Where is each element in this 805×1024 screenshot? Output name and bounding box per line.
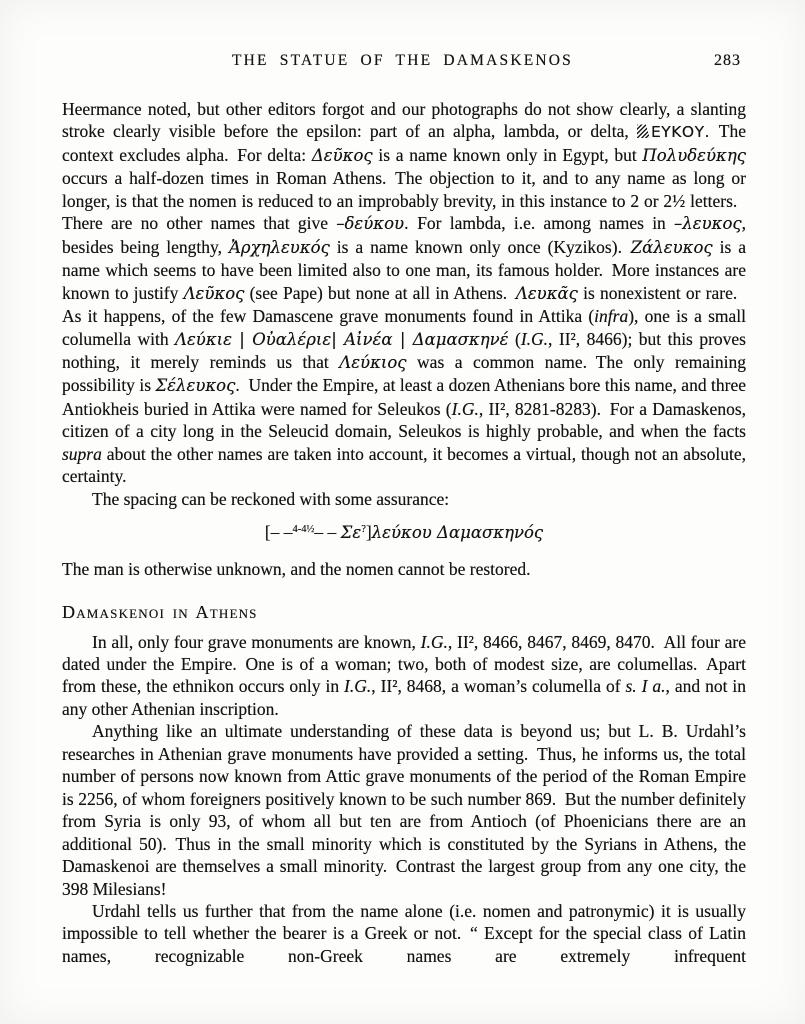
text-segment: ΕΥΚΟΥ. bbox=[651, 123, 711, 142]
greek-text: Σέλευκος bbox=[155, 376, 236, 396]
text-segment: Damaskenoi in Athens bbox=[62, 602, 258, 623]
text-segment: is a name known only once (Kyzikos). bbox=[329, 236, 631, 257]
text-segment: Urdahl tells us further that from the name alone (i.e. nomen and patronymic) it is usually impossible to tell whether the bearer is a Greek or not. “ Except for the special class of Latin names, recognizable non-Greek names are extremely infrequent bbox=[62, 900, 746, 966]
inscription-line bbox=[62, 521, 746, 544]
paragraph-4 bbox=[62, 631, 746, 721]
greek-text: –δεύκου bbox=[336, 214, 405, 234]
greek-text: Λεῦκος bbox=[183, 283, 245, 303]
text-segment: is a name known only in Egypt, but bbox=[372, 144, 643, 165]
text-segment: In all, only four grave monuments are known, bbox=[92, 631, 421, 652]
text-segment: Anything like an ultimate understanding of these data is beyond us; but L. B. Urdahl’s researches in Athenian grave monuments have provided a setting. Thus, he informs us, the total number of persons now known from Attic grave monuments of the period of the Roman Empire is 2256, of whom foreigners positively known to be such number 869. But the number definitely from Syria is only 93, of whom all but ten are from Antioch (of Phoenicians there are an additional 50). Thus in the small minority which is constituted by the Syrians in Athens, the Damaskenoi are themselves a small minority. Contrast the largest group from any one city, the 398 Milesians! bbox=[62, 721, 746, 899]
greek-text: –λευκος bbox=[674, 214, 742, 234]
text-segment: about the other names are taken into account, it becomes a virtual, though not an absolute, certainty. bbox=[62, 443, 746, 487]
text-segment: , besides being lengthy, bbox=[62, 213, 746, 257]
text-segment: ), one is a small columella with bbox=[62, 306, 746, 349]
text-segment: ] bbox=[365, 522, 372, 543]
italic-text: I.G. bbox=[344, 676, 372, 697]
paragraph-2 bbox=[62, 488, 746, 510]
running-title: THE STATUE OF THE DAMASKENOS bbox=[232, 52, 573, 69]
text-segment: . For lambda, i.e. among names in bbox=[404, 213, 675, 234]
italic-text: I.G. bbox=[420, 631, 448, 652]
text-segment: , II², 8466, 8467, 8469, 8470. All four are dated under the Empire. One is of a woman; two, both of modest size, are columellas. Apart from these, the ethnikon occurs only in bbox=[62, 631, 746, 697]
text-segment: The spacing can be reckoned with some assurance: bbox=[92, 488, 450, 509]
italic-text: I.G. bbox=[520, 328, 549, 349]
paragraph-5 bbox=[62, 720, 746, 900]
text-segment: [– – bbox=[264, 522, 293, 543]
section-heading bbox=[62, 601, 746, 623]
text-segment: . Under the Empire, at least a dozen Athenians bore this name, and three Antiokheis buried in Attika were named for Seleukos ( bbox=[62, 375, 746, 419]
text-segment: , II², 8466); but this proves nothing, it merely reminds us that bbox=[62, 328, 746, 372]
text-segment: , and not in any other Athenian inscription. bbox=[62, 676, 747, 719]
greek-text: Ζάλευκος bbox=[630, 237, 713, 257]
greek-text: Λεύκιος bbox=[339, 352, 407, 372]
text-segment: The man is otherwise unknown, and the nomen cannot be restored. bbox=[62, 558, 531, 579]
text-segment: is nonexistent or rare. As it happens, of the few Damascene grave monuments found in Attika ( bbox=[62, 282, 746, 327]
italic-text: supra bbox=[62, 443, 102, 464]
text-segment: , II², 8281-8283). For a Damaskenos, citizen of a city long in the Seleucid domain, Seleukos is highly probable, and when the facts bbox=[62, 398, 747, 442]
paragraph-1 bbox=[62, 98, 746, 488]
greek-text: Δεῦκος bbox=[311, 145, 373, 165]
italic-text: I.G. bbox=[451, 398, 479, 419]
text-segment: occurs a half-dozen times in Roman Athens. The objection to it, and to any name as long or longer, is that the nomen is reduced to an improbably brevity, in this instance to 2 or 2½ letters. There are no other names that give bbox=[62, 168, 746, 234]
text-segment: ( bbox=[508, 328, 521, 349]
italic-text: s. I a. bbox=[625, 676, 666, 697]
italic-text: infra bbox=[594, 306, 629, 327]
text-segment: – – bbox=[314, 522, 341, 543]
text-column bbox=[62, 98, 746, 967]
text-segment: is a name which seems to have been limited also to one man, its famous holder. More instances are known to justify bbox=[62, 236, 746, 303]
superscript: 4-4½ bbox=[292, 524, 315, 536]
greek-text: Σε bbox=[340, 523, 362, 543]
page-number: 283 bbox=[714, 52, 741, 69]
paragraph-3 bbox=[62, 558, 746, 580]
greek-text: λεύκου Δαμασκηνός bbox=[371, 523, 544, 543]
greek-text: Λεύκιε | Οὐαλέριε| Αἰνέα | Δαμασκηνέ bbox=[175, 329, 509, 349]
greek-text: Λευκᾶς bbox=[515, 283, 578, 303]
text-segment: The context excludes alpha. For delta: bbox=[62, 121, 746, 165]
page-header bbox=[62, 52, 743, 74]
superscript: ? bbox=[361, 524, 366, 536]
paragraph-6 bbox=[62, 900, 746, 967]
hatched-letter-glyph bbox=[637, 124, 650, 138]
text-segment: (see Pape) but none at all in Athens. bbox=[244, 282, 516, 303]
text-segment: , II², 8468, a woman’s columella of bbox=[371, 676, 626, 697]
greek-text: Ἀρχηλευκός bbox=[228, 237, 330, 257]
text-segment: Heermance noted, but other editors forgot and our photographs do not show clearly, a slanting stroke clearly visible before the epsilon: part of an alpha, lambda, or delta, bbox=[62, 99, 746, 142]
greek-text: Πολυδεύκης bbox=[642, 145, 746, 165]
text-segment: was a common name. The only remaining possibility is bbox=[62, 351, 746, 396]
